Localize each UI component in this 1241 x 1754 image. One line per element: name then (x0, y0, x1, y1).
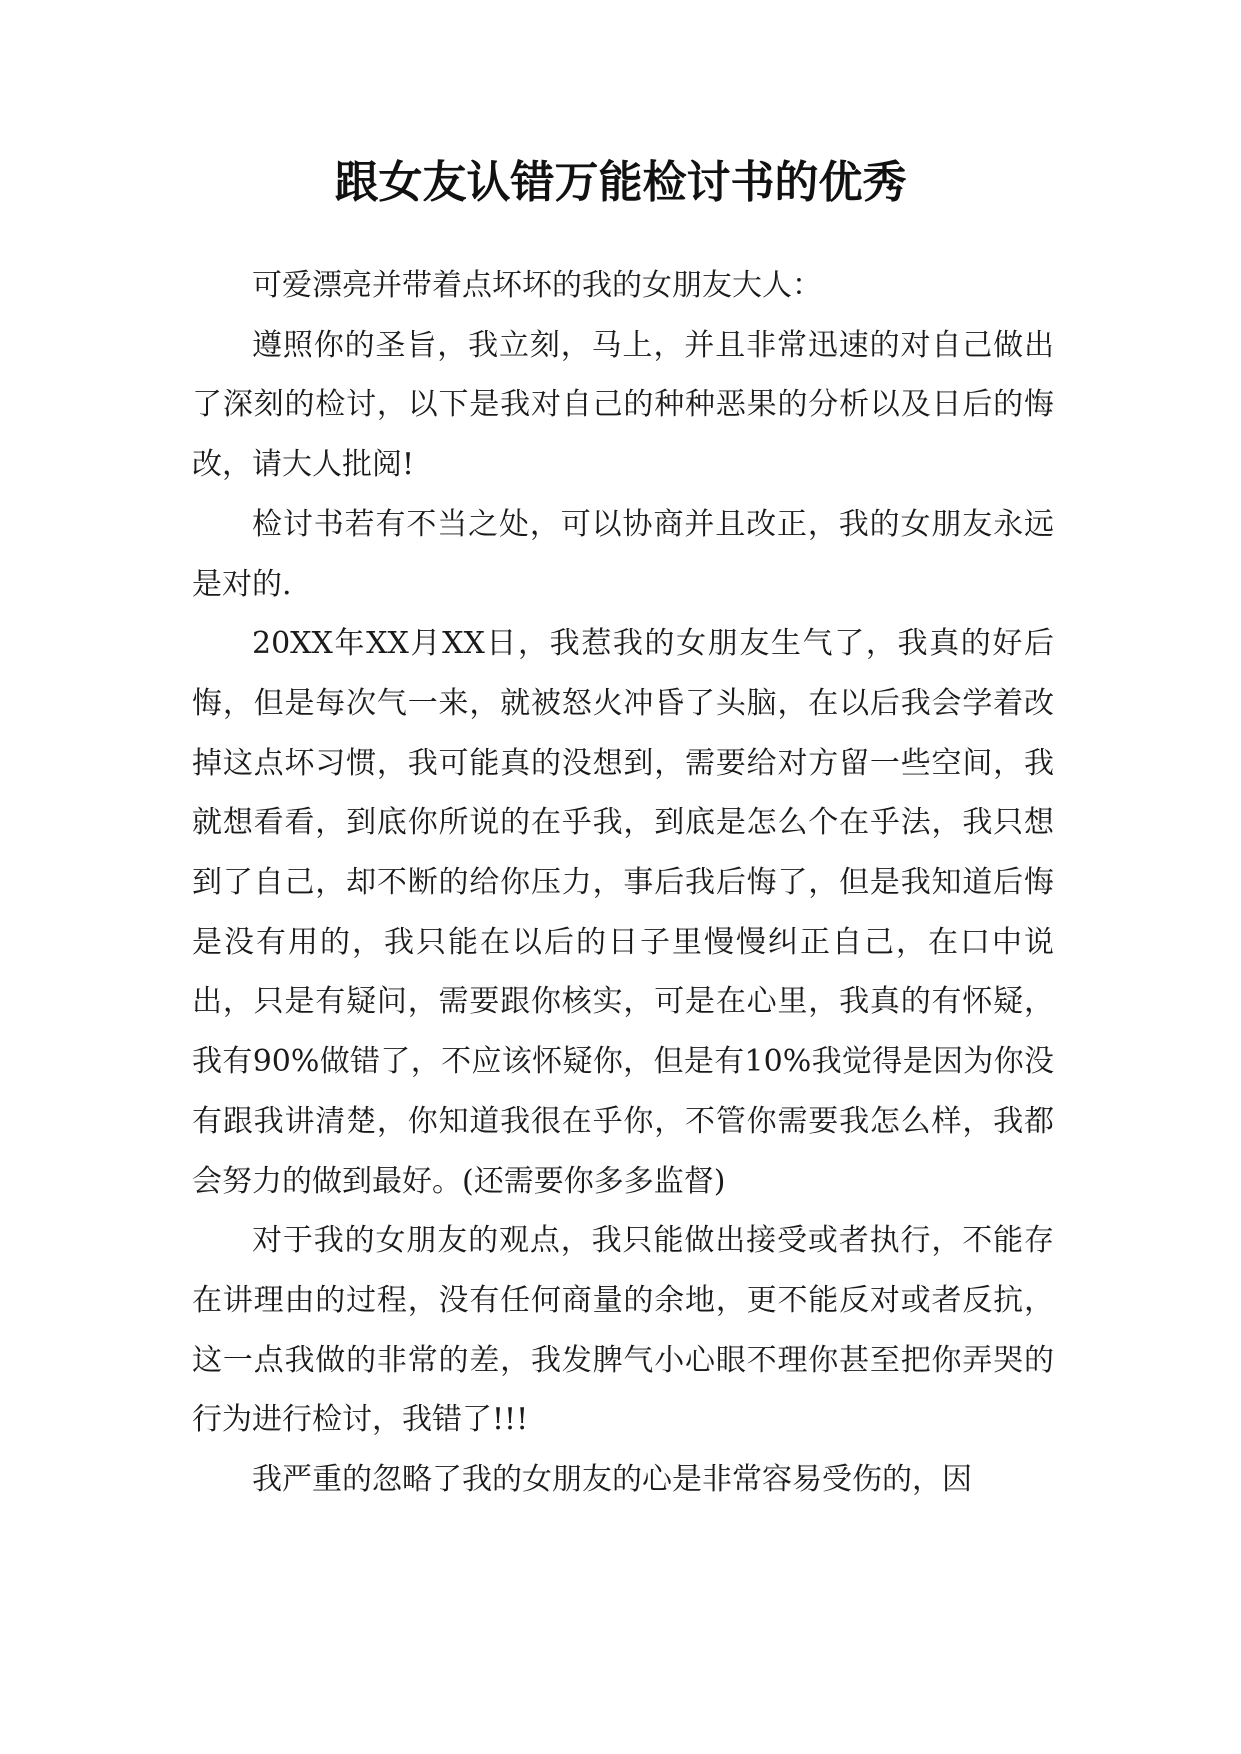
salutation-paragraph: 可爱漂亮并带着点坏坏的我的女朋友大人： (252, 268, 822, 303)
body-paragraph: 对于我的女朋友的观点，我只能做出接受或者执行，不能存在讲理由的过程，没有任何商量的余地，更不能反对或者反抗，这一点我做的非常的差，我发脾气小心眼不理你甚至把你弄哭的行为进行检讨，我错了!!! (192, 1223, 1054, 1438)
body-paragraph: 20XX年XX月XX日，我惹我的女朋友生气了，我真的好后悔，但是每次气一来，就被怒火冲昏了头脑，在以后我会学着改掉这点坏习惯，我可能真的没想到，需要给对方留一些空间，我就想看看，到底你所说的在乎我，到底是怎么个在乎法，我只想到了自己，却不断的给你压力，事后我后悔了，但是我知道后悔是没有用的，我只能在以后的日子里慢慢纠正自己，在口中说出，只是有疑问，需要跟你核实，可是在心里，我真的有怀疑，我有90%做错了，不应该怀疑你，但是有10%我觉得是因为你没有跟我讲清楚，你知道我很在乎你，不管你需要我怎么样，我都会努力的做到最好。(还需要你多多监督) (192, 626, 1054, 1199)
document-body (192, 256, 1054, 1510)
body-paragraph: 我严重的忽略了我的女朋友的心是非常容易受伤的，因 (252, 1462, 972, 1498)
body-paragraph: 遵照你的圣旨，我立刻，马上，并且非常迅速的对自己做出了深刻的检讨，以下是我对自己的种种恶果的分析以及日后的悔改，请大人批阅! (192, 327, 1054, 483)
document-title: 跟女友认错万能检讨书的优秀 (334, 157, 907, 208)
body-paragraph: 检讨书若有不当之处，可以协商并且改正，我的女朋友永远是对的. (192, 506, 1054, 602)
